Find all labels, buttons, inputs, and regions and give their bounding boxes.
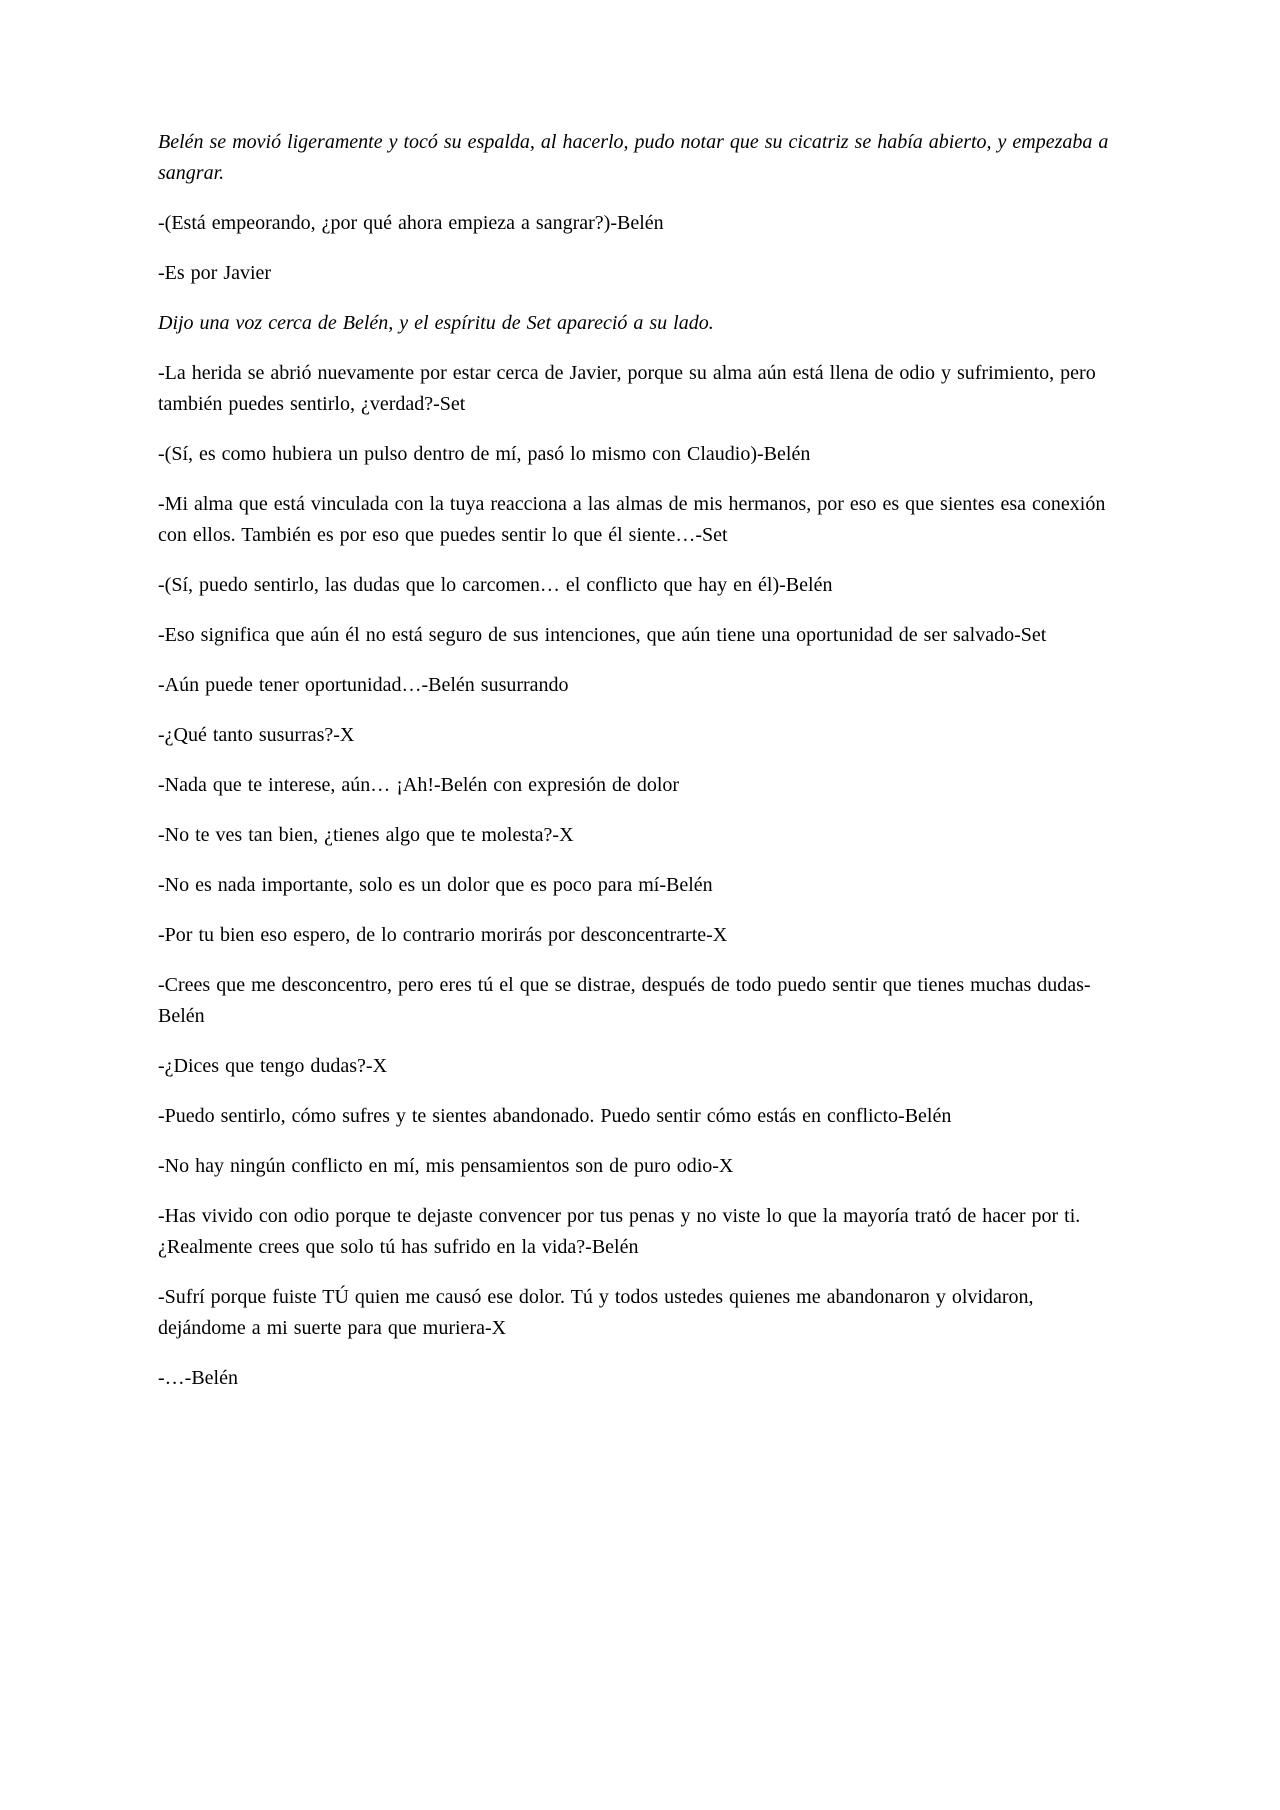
dialogue-paragraph: -Has vivido con odio porque te dejaste convencer por tus penas y no viste lo que la mayoría trató de hacer por ti. ¿Realmente crees que solo tú has sufrido en la vida?-Belén bbox=[158, 1205, 1081, 1258]
dialogue-paragraph: -(Está empeorando, ¿por qué ahora empieza a sangrar?)-Belén bbox=[158, 212, 664, 234]
dialogue-paragraph: -¿Dices que tengo dudas?-X bbox=[158, 1055, 388, 1077]
dialogue-paragraph: -Puedo sentirlo, cómo sufres y te sientes abandonado. Puedo sentir cómo estás en conflicto-Belén bbox=[158, 1105, 952, 1127]
dialogue-paragraph: -(Sí, puedo sentirlo, las dudas que lo carcomen… el conflicto que hay en él)-Belén bbox=[158, 574, 833, 596]
dialogue-paragraph: -Sufrí porque fuiste TÚ quien me causó ese dolor. Tú y todos ustedes quienes me abandonaron y olvidaron, dejándome a mi suerte para que muriera-X bbox=[158, 1286, 1034, 1339]
dialogue-paragraph: -(Sí, es como hubiera un pulso dentro de mí, pasó lo mismo con Claudio)-Belén bbox=[158, 443, 811, 465]
dialogue-paragraph: -¿Qué tanto susurras?-X bbox=[158, 724, 355, 746]
dialogue-paragraph: -Eso significa que aún él no está seguro de sus intenciones, que aún tiene una oportunidad de ser salvado-Set bbox=[158, 624, 1047, 646]
dialogue-paragraph: -…-Belén bbox=[158, 1367, 238, 1389]
dialogue-paragraph: -Aún puede tener oportunidad…-Belén susurrando bbox=[158, 674, 569, 696]
dialogue-paragraph: -Es por Javier bbox=[158, 262, 272, 284]
narration-paragraph: Belén se movió ligeramente y tocó su espalda, al hacerlo, pudo notar que su cicatriz se había abierto, y empezaba a sangrar. bbox=[158, 131, 1109, 184]
dialogue-paragraph: -No hay ningún conflicto en mí, mis pensamientos son de puro odio-X bbox=[158, 1155, 734, 1177]
dialogue-paragraph: -Mi alma que está vinculada con la tuya reacciona a las almas de mis hermanos, por eso es que sientes esa conexión con ellos. También es por eso que puedes sentir lo que él siente…-Set bbox=[158, 493, 1106, 546]
dialogue-paragraph: -No es nada importante, solo es un dolor que es poco para mí-Belén bbox=[158, 874, 713, 896]
dialogue-paragraph: -Crees que me desconcentro, pero eres tú el que se distrae, después de todo puedo sentir que tienes muchas dudas-Belén bbox=[158, 974, 1091, 1027]
dialogue-paragraph: -La herida se abrió nuevamente por estar cerca de Javier, porque su alma aún está llena de odio y sufrimiento, pero también puedes sentirlo, ¿verdad?-Set bbox=[158, 362, 1096, 415]
dialogue-paragraph: -Por tu bien eso espero, de lo contrario morirás por desconcentrarte-X bbox=[158, 924, 728, 946]
dialogue-paragraph: -Nada que te interese, aún… ¡Ah!-Belén con expresión de dolor bbox=[158, 774, 680, 796]
dialogue-paragraph: -No te ves tan bien, ¿tienes algo que te molesta?-X bbox=[158, 824, 574, 846]
narration-paragraph: Dijo una voz cerca de Belén, y el espíritu de Set apareció a su lado. bbox=[158, 312, 714, 334]
